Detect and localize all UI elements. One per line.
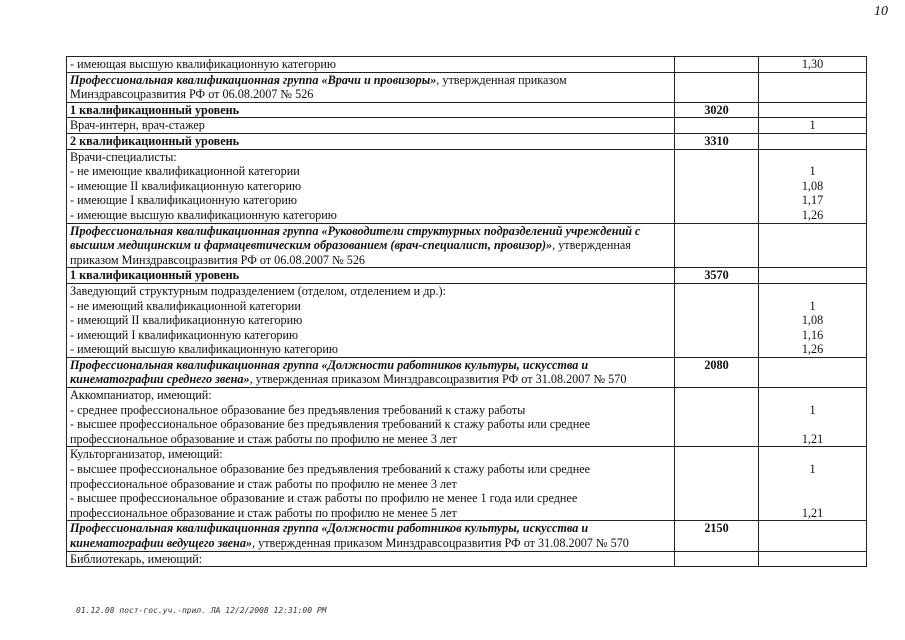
group-title: Профессиональная квалификационная группа «Должности работников культуры, искусства и кинематографии ведущего звена» [70,521,589,550]
footer-stamp: 01.12.08 пост-гос.уч.-прил. ЛА 12/2/2008 12:31:00 PM [76,606,327,615]
item-line: - высшее профессиональное образование и стаж работы по профилю не менее 1 года или среднее [70,491,578,506]
coefficient-value: 1 [809,118,816,133]
level-label: 2 квалификационный уровень [70,133,240,148]
table-row-group [67,223,867,268]
salary-cell: 2150 [675,521,759,551]
coefficient-cell [759,521,867,551]
coefficient-cell [759,72,867,102]
salary-cell [675,118,759,134]
item-line: Библиотекарь, имеющий: [70,551,203,566]
table-row-level [67,102,867,118]
coefficient-value: 1,21 [801,431,824,446]
salary-cell [675,57,759,73]
table-row-level [67,268,867,284]
coefficient-cell [759,268,867,284]
level-label: 1 квалификационный уровень [70,102,240,117]
group-order: , утвержденная приказом Минздравсоцразвития РФ от 31.08.2007 № 570 [249,372,627,387]
table-row-item [67,57,867,73]
coefficient-value [762,552,863,567]
salary-cell [675,72,759,102]
coefficient-value: 1 [809,298,816,313]
table-row-group [67,521,867,551]
item-line: - имеющий I квалификационную категорию [70,327,299,342]
salary-cell [675,223,759,268]
description-cell [67,102,675,118]
coefficient-cell [759,388,867,447]
table-row-item [67,118,867,134]
coefficient-cell [759,102,867,118]
table-row-level [67,133,867,149]
salary-cell [675,283,759,357]
salary-cell [675,447,759,521]
salary-cell: 2080 [675,357,759,387]
description-cell [67,357,675,387]
item-line: профессиональное образование и стаж работы по профилю не менее 3 лет [70,476,457,491]
coefficient-cell [759,551,867,567]
coefficient-value [762,417,863,432]
salary-cell [675,551,759,567]
item-line: - среднее профессиональное образование без предъявления требований к стажу работы [70,402,526,417]
coefficient-value [762,447,863,462]
coefficient-cell [759,357,867,387]
item-line: - имеющие высшую квалификационную категорию [70,207,337,222]
table-row-item [67,388,867,447]
description-cell [67,268,675,284]
item-line: Врачи-специалисты: [70,149,177,164]
salary-cell: 3020 [675,102,759,118]
table-row-group [67,72,867,102]
coefficient-cell [759,118,867,134]
coefficient-value: 1 [809,462,816,477]
level-label: 1 квалификационный уровень [70,268,240,283]
coefficient-value: 1,16 [801,327,824,342]
description-cell [67,551,675,567]
group-title: Профессиональная квалификационная группа «Врачи и провизоры» [70,72,437,87]
description-cell [67,149,675,223]
group-order: , утвержденная приказом Минздравсоцразвития РФ от 06.08.2007 № 526 [70,72,567,102]
coefficient-value: 1,08 [801,313,824,328]
description-cell [67,72,675,102]
coefficient-value: 1,17 [801,193,824,208]
description-cell [67,447,675,521]
description-cell [67,133,675,149]
item-line: - имеющий высшую квалификационную категорию [70,342,339,357]
item-line: Аккомпаниатор, имеющий: [70,388,212,403]
coefficient-value: 1,30 [801,57,824,71]
coefficient-cell [759,447,867,521]
table-row-item [67,447,867,521]
group-title: Профессиональная квалификационная группа «Должности работников культуры, искусства и кинематографии среднего звена» [70,357,589,387]
table-row-item [67,551,867,567]
table-row-item [67,149,867,223]
group-title: Профессиональная квалификационная группа «Руководители структурных подразделений учреждений с высшим медицинским и фармацевтическим образованием (врач-специалист, провизор)» [70,223,641,253]
salary-cell: 3310 [675,133,759,149]
item-line: - имеющие II квалификационную категорию [70,178,302,193]
item-line: - имеющие I квалификационную категорию [70,193,298,208]
salary-cell [675,388,759,447]
coefficient-value [762,388,863,403]
item-line: Культорганизатор, имеющий: [70,447,223,462]
item-line: - имеющий II квалификационную категорию [70,313,303,328]
item-line: Врач-интерн, врач-стажер [70,118,205,133]
item-line: - высшее профессиональное образование без предъявления требований к стажу работы или среднее [70,417,591,432]
description-cell [67,223,675,268]
coefficient-cell [759,149,867,223]
item-line: профессиональное образование и стаж работы по профилю не менее 5 лет [70,505,457,520]
coefficient-value [762,150,863,165]
group-order: , утвержденная приказом Минздравсоцразвития РФ от 31.08.2007 № 570 [252,536,629,550]
coefficient-value: 1,26 [801,207,824,222]
coefficient-value: 1 [809,164,816,179]
description-cell [67,388,675,447]
group-order: , утвержденная приказом Минздравсоцразвития РФ от 06.08.2007 № 526 [70,238,631,267]
coefficient-value [762,491,863,506]
item-line: Заведующий структурным подразделением (отделом, отделением и др.): [70,283,446,298]
coefficient-value: 1,26 [801,342,824,357]
item-line: профессиональное образование и стаж работы по профилю не менее 3 лет [70,431,457,446]
coefficient-cell [759,57,867,73]
salary-cell [675,149,759,223]
coefficient-value: 1,08 [801,178,824,193]
page-number: 10 [874,4,888,19]
table-row-group [67,357,867,387]
item-line: - высшее профессиональное образование без предъявления требований к стажу работы или среднее [70,462,591,477]
item-line: - имеющая высшую квалификационную категорию [70,57,336,71]
description-cell [67,283,675,357]
table-row-item [67,283,867,357]
coefficient-cell [759,283,867,357]
description-cell [67,57,675,73]
salary-cell: 3570 [675,268,759,284]
item-line: - не имеющий квалификационной категории [70,298,301,313]
coefficient-value [762,284,863,299]
coefficient-value: 1 [809,402,816,417]
coefficient-cell [759,133,867,149]
description-cell [67,118,675,134]
salary-table [66,56,867,567]
coefficient-value: 1,21 [801,505,824,520]
item-line: - не имеющие квалификационной категории [70,164,300,179]
coefficient-value [762,477,863,492]
coefficient-cell [759,223,867,268]
description-cell [67,521,675,551]
